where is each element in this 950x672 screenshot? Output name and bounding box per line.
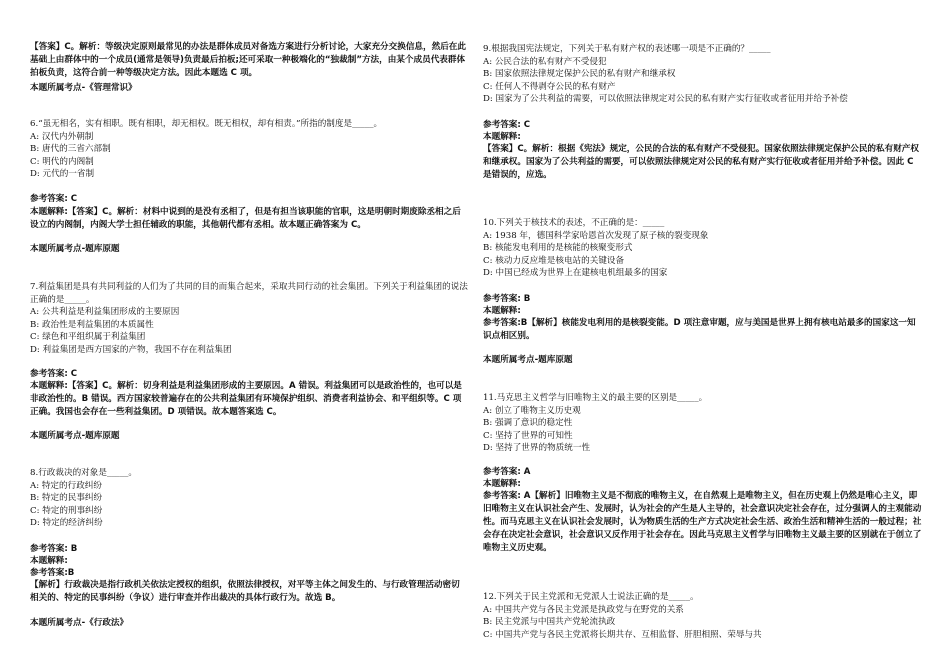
q10-explanation-label: 本题解释: xyxy=(483,306,521,316)
question-6 xyxy=(30,118,468,181)
option-b: B: 特定的民事纠纷 xyxy=(30,493,103,504)
intro-explanation: 【答案】C。解析：等级决定原则最常见的办法是群体成员对备选方案进行分析讨论，大家充分交换信息，然后在此基础上由群体中的一个成员(通常是领导)负责最后拍板;还可采取一种极端化的“独裁制”方法，由某个成员代表群体拍板负责，这符合前一种等级决定方法。因此本题选 C 项。 xyxy=(30,42,466,78)
option-a: A: 中国共产党与各民主党派是执政党与在野党的关系 xyxy=(483,604,684,615)
q11-explanation: 参考答案: A【解析】旧唯物主义是不彻底的唯物主义，在自然观上是唯物主义，但在历史观上仍然是唯心主义，即旧唯物主义在认识社会产生、发展时，认为社会的产生是人主导的，社会意识决定社会存在，过分强调人的主观能动性。而马克思主义在认识社会发展时，认为物质生活的生产方式决定社会生活、政治生活和精神生活的一般过程；社会存在决定社会意识，社会意识又反作用于社会存在。因此马克思主义哲学与旧唯物主义最主要的区别就在于创立了唯物主义历史观。 xyxy=(483,491,922,553)
option-a: A: 公共利益是利益集团形成的主要原因 xyxy=(30,307,180,318)
option-b: B: 国家依照法律规定保护公民的私有财产和继承权 xyxy=(483,69,676,80)
option-c: C: 明代的内阁制 xyxy=(30,156,94,167)
q8-explanation: 【解析】行政裁决是指行政机关依法定授权的组织，依照法律授权，对平等主体之间发生的、与行政管理活动密切相关的、特定的民事纠纷（争议）进行审查并作出裁决的具体行政行为。故选 B。 xyxy=(30,580,460,603)
intro-knowledge-point: 本题所属考点-《管理常识》 xyxy=(30,83,137,93)
q6-explanation: 本题解释:【答案】C。解析：材料中说到的是没有丞相了，但是有担当该职能的官职，这是明朝时期废除丞相之后设立的内阁制，内阁大学士担任辅政的职能，其他朝代都有丞相。故本题正确答案为 C。 xyxy=(30,207,461,230)
q9-answer: 参考答案: C xyxy=(483,120,531,130)
q8-knowledge-point: 本题所属考点-《行政法》 xyxy=(30,618,129,628)
q7-knowledge-point: 本题所属考点-题库原题 xyxy=(30,431,120,441)
option-d: D: 元代的一省制 xyxy=(30,169,95,180)
q10-answer: 参考答案: B xyxy=(483,294,531,304)
q10-explanation: 参考答案:B【解析】核能发电利用的是核裂变能。D 项注意审题，应与美国是世界上拥有核电站最多的国家这一知识点相区别。 xyxy=(483,318,916,341)
question-8 xyxy=(30,467,468,530)
question-7 xyxy=(30,281,468,357)
q7-answer: 参考答案: C xyxy=(30,369,78,379)
option-a: A: 汉代内外朝制 xyxy=(30,131,94,142)
q6-knowledge-point: 本题所属考点-题库原题 xyxy=(30,244,120,254)
option-a: A: 1938 年，德国科学家哈恩首次发现了原子核的裂变现象 xyxy=(483,230,709,241)
q11-answer: 参考答案: A xyxy=(483,467,531,477)
option-c: C: 特定的刑事纠纷 xyxy=(30,505,103,516)
q10-knowledge-point: 本题所属考点-题库原题 xyxy=(483,355,573,365)
option-a: A: 创立了唯物主义历史观 xyxy=(483,405,581,416)
question-stem: 8.行政裁决的对象是_____。 xyxy=(30,468,138,478)
q9-explanation-label: 本题解释: xyxy=(483,132,521,142)
question-stem: 9.根据我国宪法规定，下列关于私有财产权的表述哪一项是不正确的？_____ xyxy=(483,44,771,54)
question-stem: 7.利益集团是具有共同利益的人们为了共同的目的而集合起来，采取共同行动的社会集团。下列关于利益集团的说法正确的是_____。 xyxy=(30,282,468,305)
option-d: D: 中国已经成为世界上在建核电机组最多的国家 xyxy=(483,268,668,279)
question-12 xyxy=(483,591,923,641)
option-a: A: 公民合法的私有财产不受侵犯 xyxy=(483,56,607,67)
option-b: B: 民主党派与中国共产党轮流执政 xyxy=(483,617,616,628)
q8-answer-repeat: 参考答案:B xyxy=(30,568,75,578)
option-a: A: 特定的行政纠纷 xyxy=(30,480,102,491)
question-11 xyxy=(483,392,923,455)
q11-explanation-label: 本题解释: xyxy=(483,479,521,489)
q9-explanation: 【答案】C。解析：根据《宪法》规定，公民的合法的私有财产不受侵犯。国家依照法律规定保护公民的私有财产权和继承权。国家为了公共利益的需要，可以依照法律规定对公民的私有财产实行征收或者征用并给予补偿。因此 C 是错误的，应选。 xyxy=(483,144,919,180)
question-9 xyxy=(483,43,923,106)
q8-explanation-label: 本题解释: xyxy=(30,556,68,566)
question-stem: 6.“虽无相名，实有相职。既有相职，却无相权。既无相权，却有相责。”所指的制度是_____。 xyxy=(30,119,383,129)
option-b: B: 唐代的三省六部制 xyxy=(30,144,111,155)
q8-answer: 参考答案: B xyxy=(30,544,78,554)
option-d: D: 坚持了世界的物质统一性 xyxy=(483,443,591,454)
option-c: C: 中国共产党与各民主党派将长期共存、互相监督、肝胆相照、荣辱与共 xyxy=(483,629,762,640)
q7-explanation: 本题解释:【答案】C。解析：切身利益是利益集团形成的主要原因。A 错误。利益集团可以是政治性的，也可以是非政治性的。B 错误。西方国家较普遍存在的公共利益集团有环境保护组织、消费者利益协会、和平组织等。C 项正确。我国也会存在一些利益集团。D 项错误。故本题答案选 C。 xyxy=(30,381,462,417)
question-stem: 11.马克思主义哲学与旧唯物主义的最主要的区别是_____。 xyxy=(483,393,708,403)
option-c: C: 坚持了世界的可知性 xyxy=(483,430,573,441)
q6-answer: 参考答案: C xyxy=(30,194,78,204)
option-b: B: 核能发电利用的是核能的核聚变形式 xyxy=(483,243,633,254)
question-stem: 10.下列关于核技术的表述，不正确的是：_____ xyxy=(483,218,665,228)
option-d: D: 利益集团是西方国家的产物，我国不存在利益集团 xyxy=(30,344,232,355)
option-b: B: 政治性是利益集团的本质属性 xyxy=(30,319,154,330)
option-c: C: 核动力反应堆是核电站的关键设备 xyxy=(483,255,625,266)
option-d: D: 特定的经济纠纷 xyxy=(30,518,103,529)
option-d: D: 国家为了公共利益的需要，可以依照法律规定对公民的私有财产实行征收或者征用并给予补偿 xyxy=(483,94,848,105)
option-b: B: 强调了意识的稳定性 xyxy=(483,418,573,429)
question-stem: 12.下列关于民主党派和无党派人士说法正确的是_____。 xyxy=(483,592,699,602)
option-c: C: 绿色和平组织属于利益集团 xyxy=(30,332,146,343)
option-c: C: 任何人不得剥夺公民的私有财产 xyxy=(483,81,616,92)
question-10 xyxy=(483,217,923,280)
